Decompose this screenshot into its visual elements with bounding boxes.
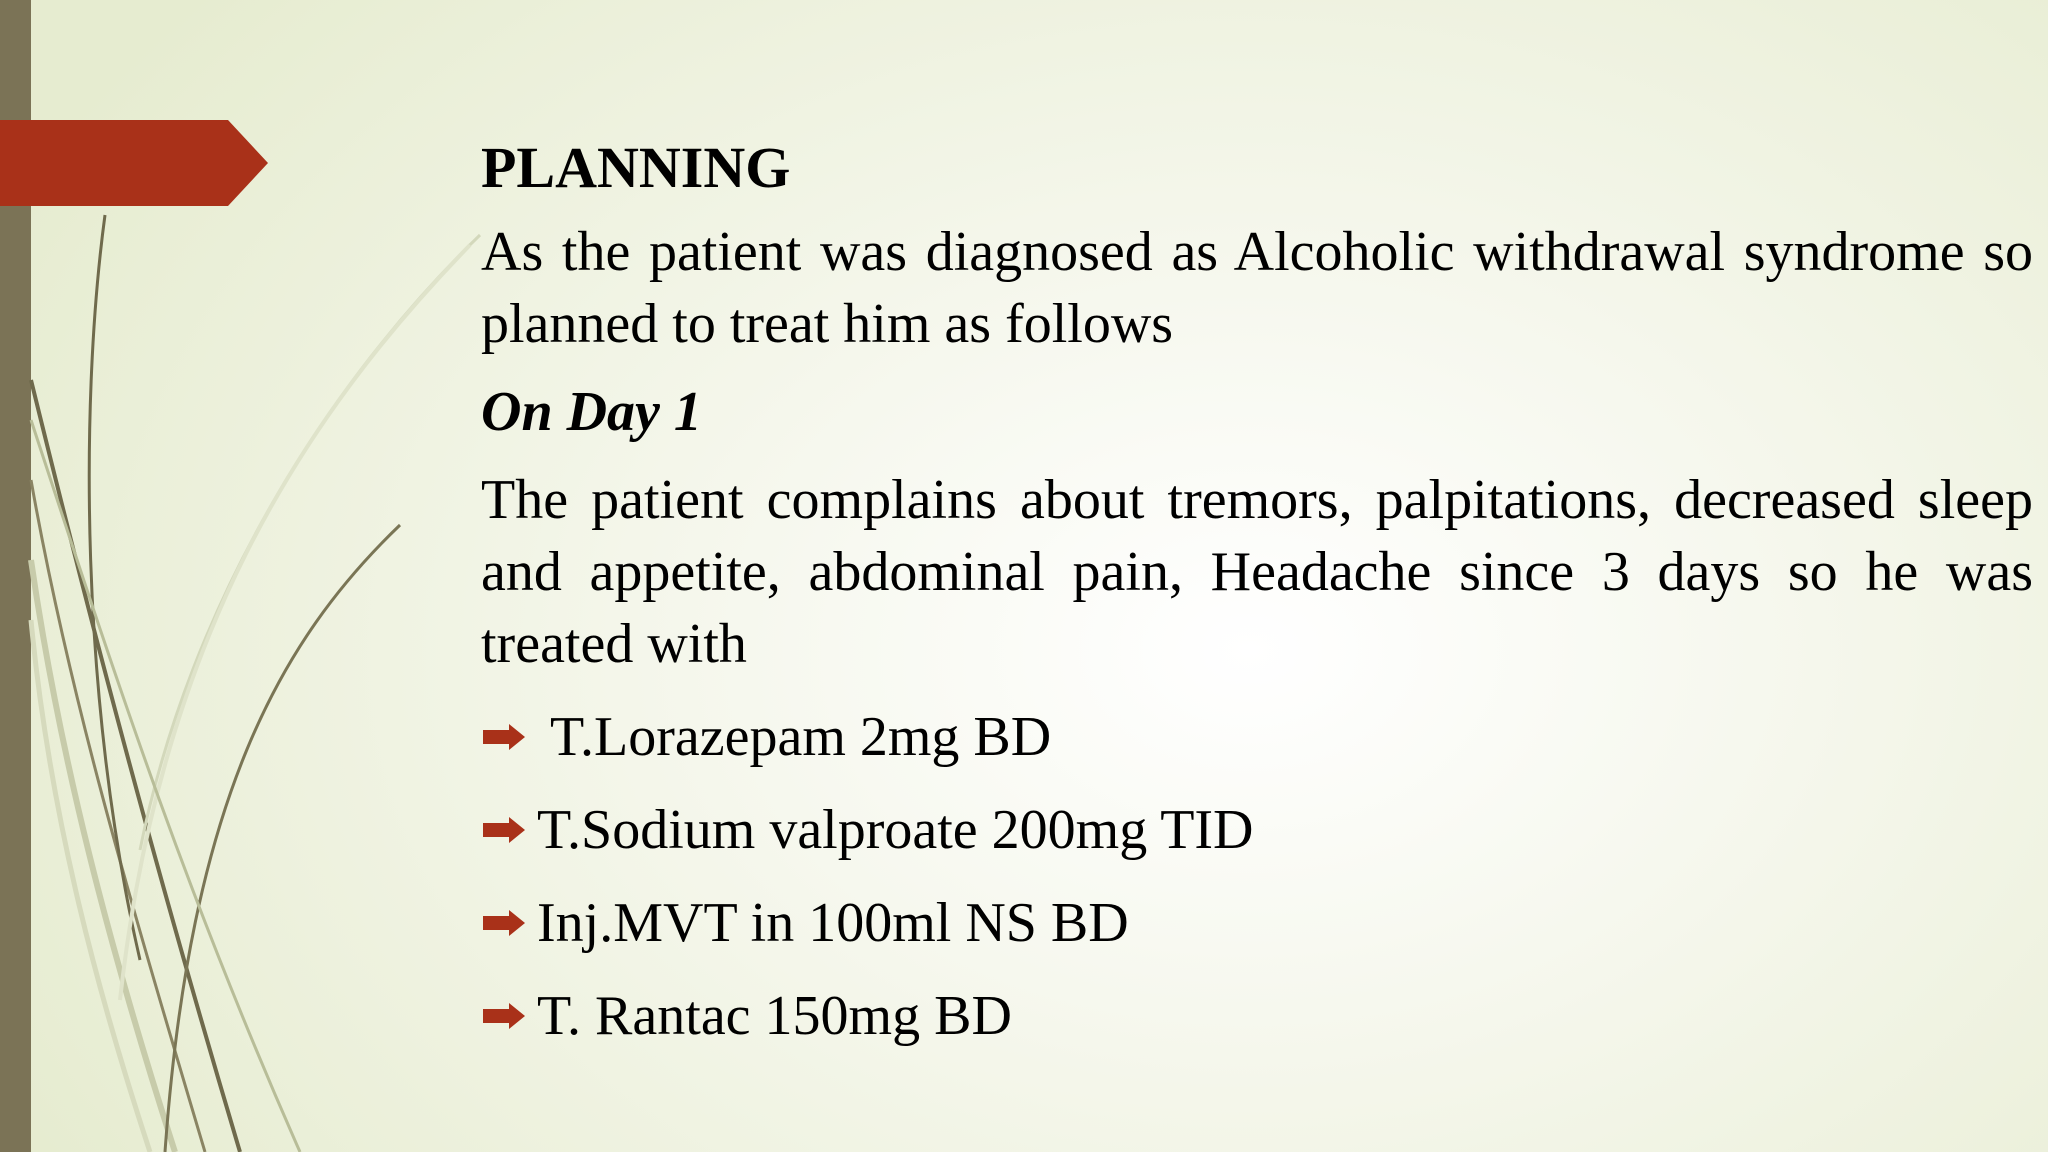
slide-content [481,130,2033,1062]
arrow-bullet-icon [481,908,527,938]
list-item-text: T. Rantac 150mg BD [537,984,1012,1047]
list-item [481,876,2033,969]
intro-paragraph: As the patient was diagnosed as Alcoholic withdrawal syndrome so planned to treat him as follows [481,221,2033,355]
day-subheading: On Day 1 [481,381,702,443]
arrow-bullet-icon [481,722,527,752]
list-item [481,783,2033,876]
slide-title: PLANNING [481,135,791,200]
treatment-list [481,690,2033,1062]
title-banner-arrow [0,120,270,206]
list-item-text: T.Lorazepam 2mg BD [537,705,1052,768]
list-item-text: Inj.MVT in 100ml NS BD [537,891,1129,954]
list-item [481,969,2033,1062]
list-item [481,690,2033,783]
arrow-bullet-icon [481,815,527,845]
arrow-bullet-icon [481,1001,527,1031]
list-item-text: T.Sodium valproate 200mg TID [537,798,1254,861]
complaints-paragraph: The patient complains about tremors, palpitations, decreased sleep and appetite, abdominal pain, Headache since 3 days so he was treated with [481,469,2033,675]
